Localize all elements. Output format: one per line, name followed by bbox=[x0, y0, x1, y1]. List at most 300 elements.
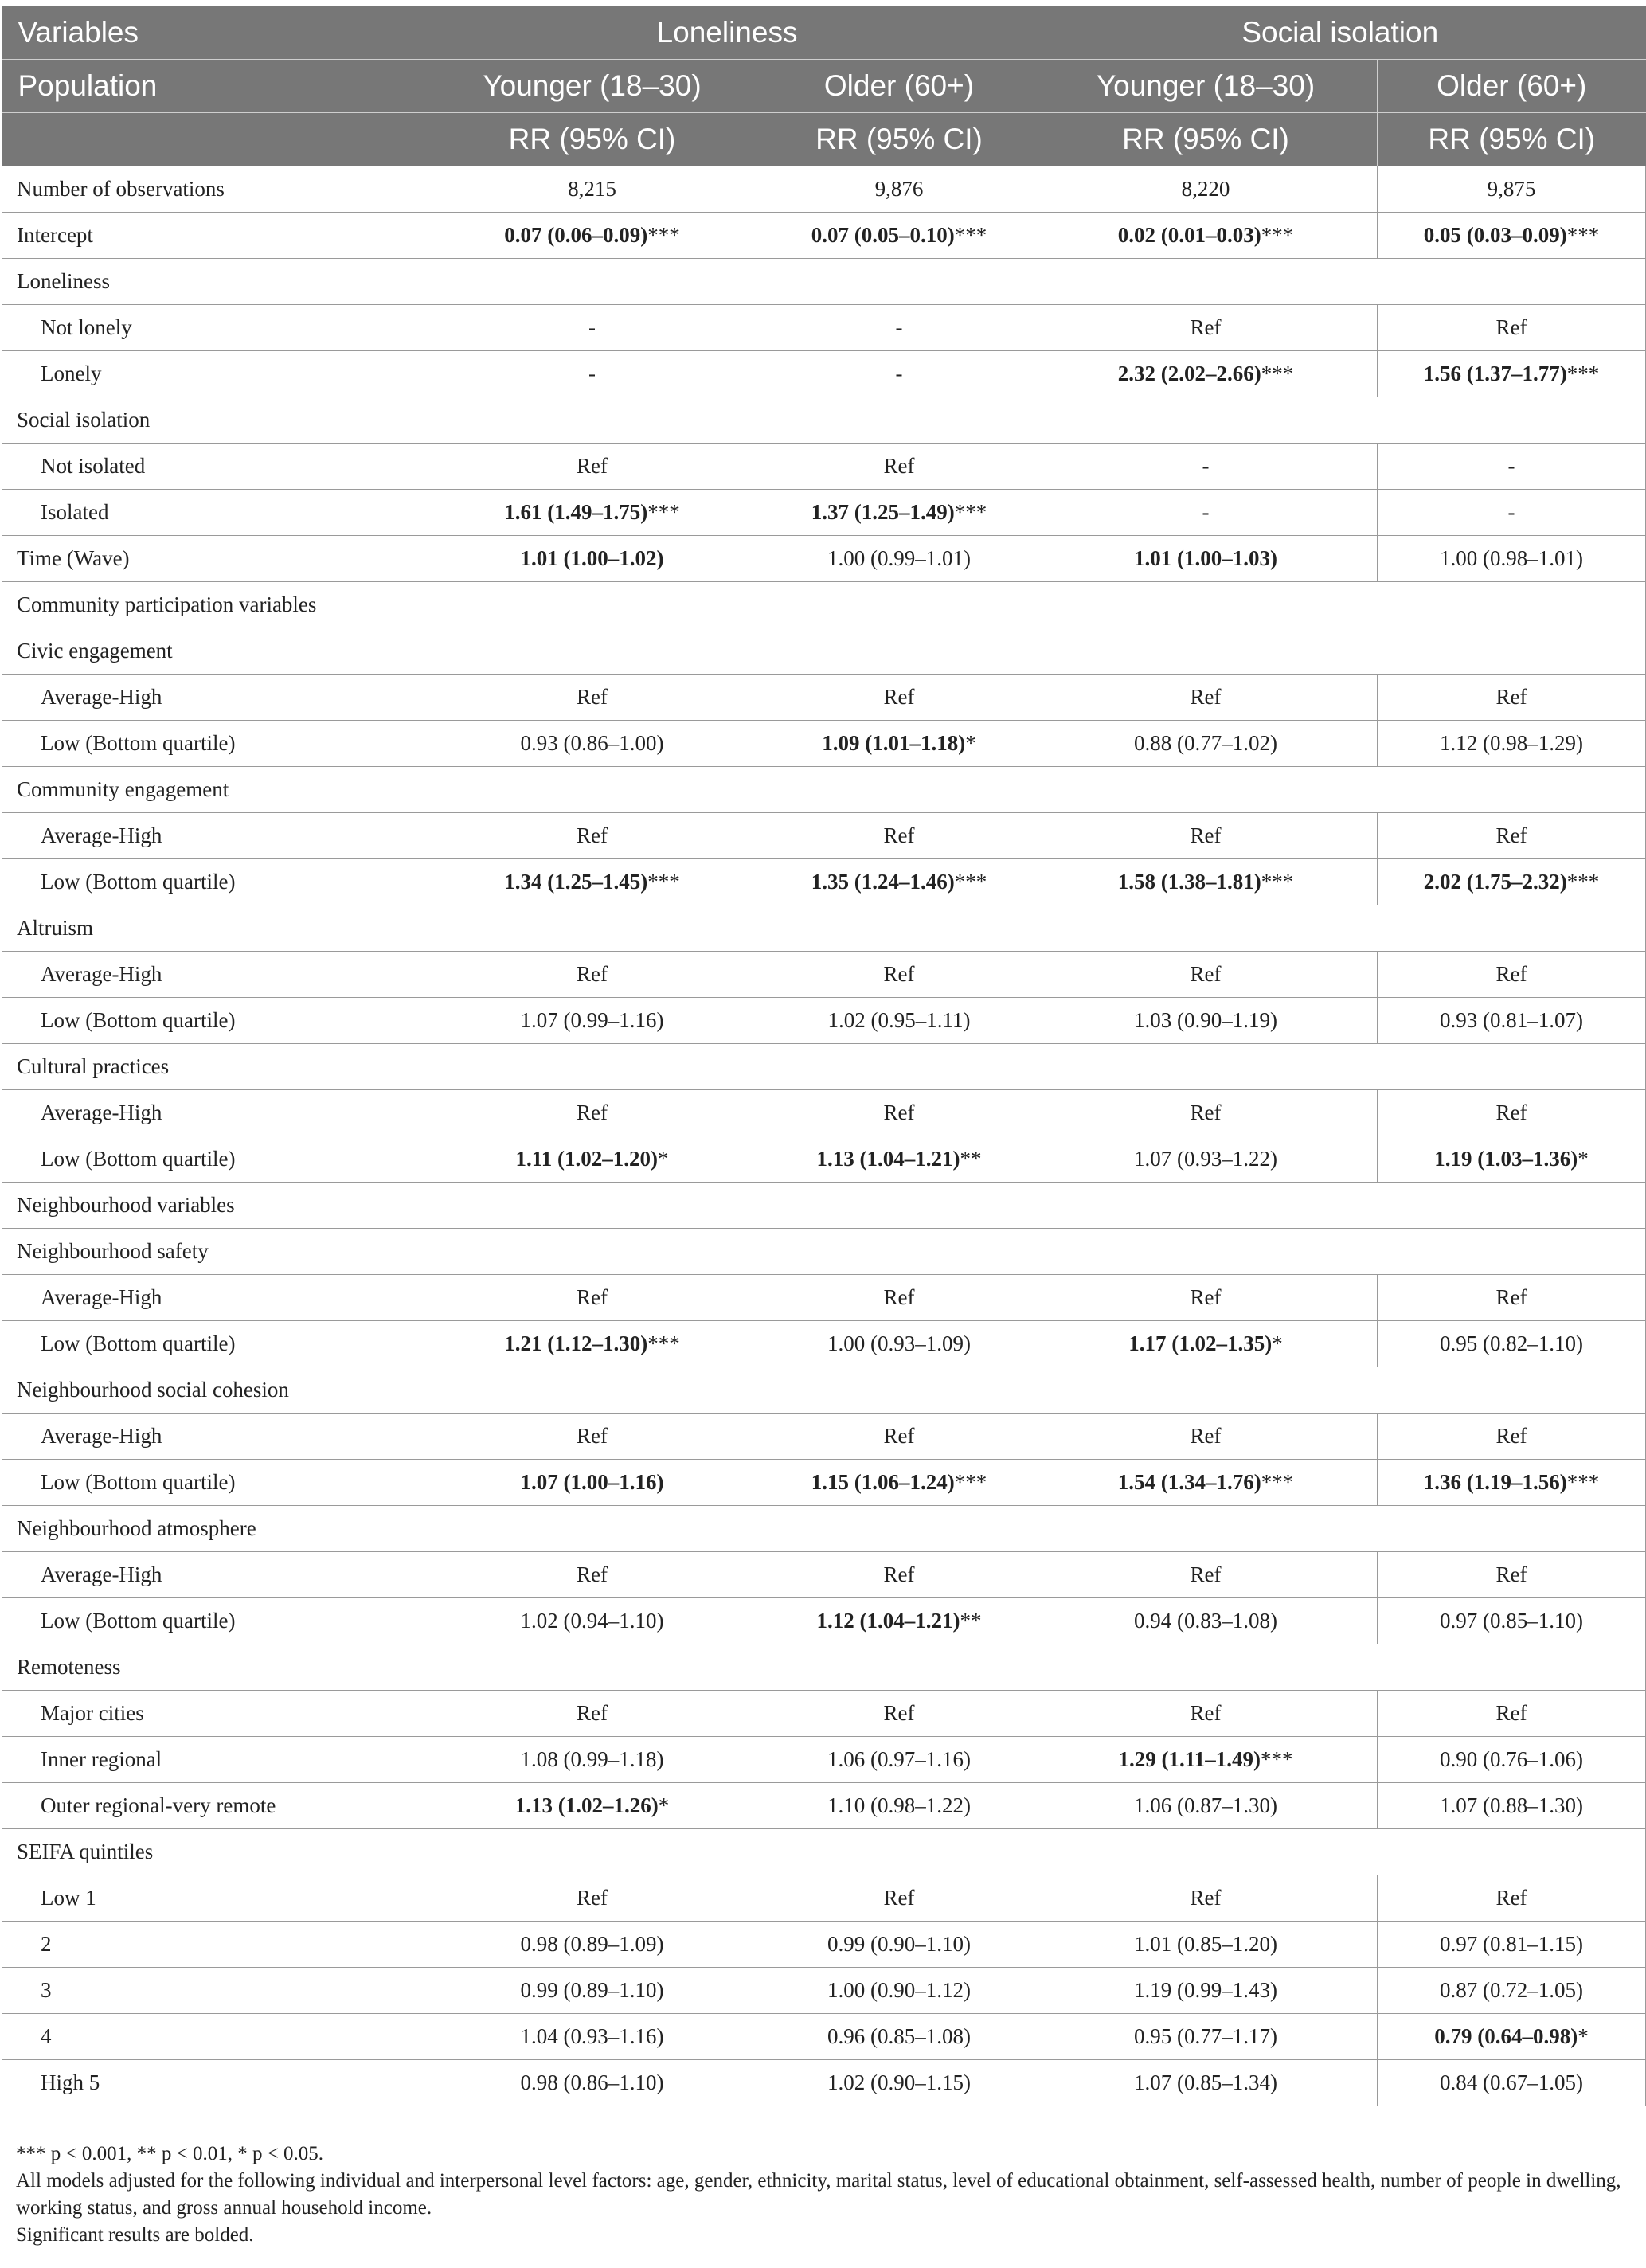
table-cell bbox=[420, 2014, 764, 2060]
table-cell bbox=[1034, 305, 1378, 351]
table-cell bbox=[420, 213, 764, 259]
table-cell bbox=[1034, 1414, 1378, 1460]
cell-value: Ref bbox=[883, 1886, 915, 1910]
cell-value: - bbox=[588, 315, 596, 339]
row-label: Low (Bottom quartile) bbox=[2, 998, 420, 1044]
cell-value: Ref bbox=[883, 1101, 915, 1124]
significance-stars: *** bbox=[1261, 362, 1294, 385]
cell-value: Ref bbox=[577, 823, 608, 847]
cell-value: Ref bbox=[577, 1562, 608, 1586]
section-row bbox=[2, 1229, 1646, 1275]
table-row bbox=[2, 1968, 1646, 2014]
header-row-measure bbox=[2, 113, 1646, 166]
section-row bbox=[2, 1506, 1646, 1552]
cell-value: 0.99 (0.89–1.10) bbox=[520, 1978, 664, 2002]
cell-value: Ref bbox=[1190, 685, 1222, 709]
table-cell bbox=[1378, 213, 1646, 259]
table-cell bbox=[764, 166, 1034, 213]
table-cell bbox=[1378, 536, 1646, 582]
cell-value: Ref bbox=[1190, 1101, 1222, 1124]
cell-value: 0.98 (0.89–1.09) bbox=[520, 1932, 664, 1956]
row-label: Low (Bottom quartile) bbox=[2, 1460, 420, 1506]
header-measure-col-3: RR (95% CI) bbox=[1034, 113, 1378, 166]
table-row bbox=[2, 213, 1646, 259]
table-cell bbox=[1034, 1737, 1378, 1783]
cell-value: Ref bbox=[883, 823, 915, 847]
cell-value: Ref bbox=[883, 1285, 915, 1309]
significance-stars: *** bbox=[954, 223, 987, 247]
table-cell bbox=[1034, 1552, 1378, 1598]
cell-value: Ref bbox=[1190, 1701, 1222, 1725]
row-label: Outer regional-very remote bbox=[2, 1783, 420, 1829]
cell-value: 0.84 (0.67–1.05) bbox=[1440, 2071, 1583, 2094]
cell-value: Ref bbox=[1495, 823, 1527, 847]
significance-stars: * bbox=[965, 731, 976, 755]
section-row bbox=[2, 397, 1646, 444]
table-row bbox=[2, 1090, 1646, 1136]
table-cell bbox=[1034, 213, 1378, 259]
table-row bbox=[2, 1783, 1646, 1829]
table-cell bbox=[1034, 952, 1378, 998]
cell-value: 1.02 (0.94–1.10) bbox=[520, 1609, 664, 1633]
header-variables: Variables bbox=[2, 6, 420, 60]
table-cell bbox=[1378, 490, 1646, 536]
table-cell bbox=[1378, 1275, 1646, 1321]
table-cell bbox=[1378, 166, 1646, 213]
cell-value: 1.17 (1.02–1.35) bbox=[1128, 1331, 1273, 1355]
table-cell bbox=[1378, 305, 1646, 351]
table-cell bbox=[1034, 859, 1378, 905]
table-cell bbox=[420, 166, 764, 213]
table-cell bbox=[1378, 1783, 1646, 1829]
cell-value: 1.01 (1.00–1.03) bbox=[1134, 546, 1277, 570]
cell-value: Ref bbox=[883, 1562, 915, 1586]
cell-value: Ref bbox=[577, 1424, 608, 1448]
section-label: SEIFA quintiles bbox=[2, 1829, 1646, 1875]
table-cell bbox=[420, 1922, 764, 1968]
cell-value: 1.15 (1.06–1.24) bbox=[811, 1470, 955, 1494]
section-row bbox=[2, 1183, 1646, 1229]
table-cell bbox=[764, 1875, 1034, 1922]
cell-value: 1.03 (0.90–1.19) bbox=[1134, 1008, 1277, 1032]
cell-value: 1.07 (0.88–1.30) bbox=[1440, 1793, 1583, 1817]
table-cell bbox=[1378, 675, 1646, 721]
table-cell bbox=[764, 1968, 1034, 2014]
significance-stars: ** bbox=[960, 1147, 982, 1171]
table-cell bbox=[420, 444, 764, 490]
table-row bbox=[2, 859, 1646, 905]
section-row bbox=[2, 1367, 1646, 1414]
significance-stars: *** bbox=[1261, 1747, 1293, 1771]
cell-value: Ref bbox=[883, 1701, 915, 1725]
cell-value: 0.90 (0.76–1.06) bbox=[1440, 1747, 1583, 1771]
table-cell bbox=[1378, 2014, 1646, 2060]
table-cell bbox=[420, 1783, 764, 1829]
cell-value: 1.19 (0.99–1.43) bbox=[1134, 1978, 1277, 2002]
cell-value: 1.12 (0.98–1.29) bbox=[1440, 731, 1583, 755]
table-cell bbox=[764, 444, 1034, 490]
section-label: Loneliness bbox=[2, 259, 1646, 305]
table-cell bbox=[1034, 813, 1378, 859]
cell-value: 8,215 bbox=[568, 177, 616, 201]
cell-value: 0.07 (0.05–0.10) bbox=[811, 223, 955, 247]
row-label: Average-High bbox=[2, 1275, 420, 1321]
table-cell bbox=[420, 1275, 764, 1321]
note-adjustment: All models adjusted for the following individual and interpersonal level factors: age, gender, ethnicity, marital status, level of educational obtainment, self-assessed health, number of people in dwelling, working status, and gross annual household income. bbox=[16, 2170, 1621, 2219]
row-label: 3 bbox=[2, 1968, 420, 2014]
table-cell bbox=[1378, 1691, 1646, 1737]
table-cell bbox=[764, 998, 1034, 1044]
table-cell bbox=[420, 1598, 764, 1644]
significance-stars: *** bbox=[647, 870, 680, 894]
cell-value: 0.97 (0.85–1.10) bbox=[1440, 1609, 1583, 1633]
cell-value: 0.97 (0.81–1.15) bbox=[1440, 1932, 1583, 1956]
table-cell bbox=[420, 1875, 764, 1922]
cell-value: Ref bbox=[1190, 1886, 1222, 1910]
table-cell bbox=[1034, 2014, 1378, 2060]
cell-value: 0.98 (0.86–1.10) bbox=[520, 2071, 664, 2094]
cell-value: Ref bbox=[1495, 1101, 1527, 1124]
header-measure-col-2: RR (95% CI) bbox=[764, 113, 1034, 166]
table-cell bbox=[1034, 1090, 1378, 1136]
table-cell bbox=[764, 305, 1034, 351]
row-label: Average-High bbox=[2, 813, 420, 859]
table-cell bbox=[764, 1691, 1034, 1737]
table-cell bbox=[420, 813, 764, 859]
table-cell bbox=[1378, 721, 1646, 767]
table-row bbox=[2, 952, 1646, 998]
cell-value: Ref bbox=[1495, 1285, 1527, 1309]
table-cell bbox=[764, 2060, 1034, 2106]
cell-value: 1.34 (1.25–1.45) bbox=[504, 870, 648, 894]
table-row bbox=[2, 2014, 1646, 2060]
table-cell bbox=[420, 1460, 764, 1506]
cell-value: Ref bbox=[1495, 1562, 1527, 1586]
row-label: Number of observations bbox=[2, 166, 420, 213]
table-cell bbox=[1034, 1598, 1378, 1644]
cell-value: Ref bbox=[1495, 962, 1527, 986]
table-cell bbox=[764, 1460, 1034, 1506]
table-row bbox=[2, 536, 1646, 582]
table-cell bbox=[1034, 1783, 1378, 1829]
cell-value: 1.10 (0.98–1.22) bbox=[827, 1793, 971, 1817]
cell-value: 1.01 (0.85–1.20) bbox=[1134, 1932, 1277, 1956]
row-label: Low (Bottom quartile) bbox=[2, 1598, 420, 1644]
table-cell bbox=[1378, 1737, 1646, 1783]
cell-value: - bbox=[1202, 454, 1210, 478]
cell-value: 1.07 (0.99–1.16) bbox=[520, 1008, 664, 1032]
table-cell bbox=[1378, 2060, 1646, 2106]
section-label: Community engagement bbox=[2, 767, 1646, 813]
table-body bbox=[2, 166, 1646, 2106]
table-cell bbox=[420, 536, 764, 582]
table-cell bbox=[764, 721, 1034, 767]
significance-stars: *** bbox=[954, 500, 987, 524]
table-row bbox=[2, 721, 1646, 767]
table-cell bbox=[1034, 1922, 1378, 1968]
significance-stars: * bbox=[1578, 2024, 1589, 2048]
cell-value: Ref bbox=[577, 454, 608, 478]
table-row bbox=[2, 1414, 1646, 1460]
section-label: Altruism bbox=[2, 905, 1646, 952]
table-cell bbox=[1378, 444, 1646, 490]
table-row bbox=[2, 490, 1646, 536]
cell-value: 1.61 (1.49–1.75) bbox=[504, 500, 648, 524]
table-cell bbox=[420, 1968, 764, 2014]
table-row bbox=[2, 2060, 1646, 2106]
table-cell bbox=[1034, 998, 1378, 1044]
significance-stars: *** bbox=[954, 1470, 987, 1494]
table-cell bbox=[420, 1737, 764, 1783]
table-cell bbox=[764, 1922, 1034, 1968]
table-row bbox=[2, 444, 1646, 490]
table-row bbox=[2, 813, 1646, 859]
cell-value: - bbox=[588, 362, 596, 385]
section-row bbox=[2, 628, 1646, 675]
cell-value: 2.02 (1.75–2.32) bbox=[1423, 870, 1567, 894]
table-cell bbox=[1034, 351, 1378, 397]
table-cell bbox=[1034, 1875, 1378, 1922]
cell-value: 1.29 (1.11–1.49) bbox=[1118, 1747, 1261, 1771]
table-cell bbox=[1034, 1321, 1378, 1367]
table-cell bbox=[1378, 813, 1646, 859]
table-cell bbox=[764, 1275, 1034, 1321]
table-cell bbox=[764, 490, 1034, 536]
row-label: Low (Bottom quartile) bbox=[2, 1321, 420, 1367]
table-row bbox=[2, 166, 1646, 213]
table-cell bbox=[1378, 351, 1646, 397]
cell-value: 0.99 (0.90–1.10) bbox=[827, 1932, 971, 1956]
section-label: Remoteness bbox=[2, 1644, 1646, 1691]
cell-value: 1.09 (1.01–1.18) bbox=[822, 731, 966, 755]
row-label: Intercept bbox=[2, 213, 420, 259]
significance-stars: *** bbox=[1261, 870, 1294, 894]
cell-value: Ref bbox=[577, 1886, 608, 1910]
header-blank bbox=[2, 113, 420, 166]
header-measure-col-1: RR (95% CI) bbox=[420, 113, 764, 166]
row-label: 2 bbox=[2, 1922, 420, 1968]
cell-value: 1.35 (1.24–1.46) bbox=[811, 870, 955, 894]
cell-value: - bbox=[1507, 454, 1515, 478]
cell-value: 1.56 (1.37–1.77) bbox=[1423, 362, 1567, 385]
table-cell bbox=[420, 305, 764, 351]
table-row bbox=[2, 1136, 1646, 1183]
cell-value: Ref bbox=[1190, 962, 1222, 986]
table-cell bbox=[764, 351, 1034, 397]
section-label: Community participation variables bbox=[2, 582, 1646, 628]
cell-value: Ref bbox=[883, 454, 915, 478]
cell-value: Ref bbox=[1495, 1886, 1527, 1910]
significance-stars: *** bbox=[1566, 870, 1600, 894]
cell-value: Ref bbox=[1190, 1424, 1222, 1448]
table-cell bbox=[420, 490, 764, 536]
cell-value: 1.08 (0.99–1.18) bbox=[520, 1747, 664, 1771]
table-cell bbox=[764, 1737, 1034, 1783]
significance-stars: *** bbox=[1566, 1470, 1600, 1494]
table-cell bbox=[764, 1414, 1034, 1460]
section-label: Social isolation bbox=[2, 397, 1646, 444]
header-population-col-1: Younger (18–30) bbox=[420, 60, 764, 113]
cell-value: 1.07 (0.85–1.34) bbox=[1134, 2071, 1277, 2094]
table-row bbox=[2, 1875, 1646, 1922]
table-cell bbox=[1378, 1414, 1646, 1460]
table-cell bbox=[1378, 1875, 1646, 1922]
table-cell bbox=[420, 675, 764, 721]
significance-stars: *** bbox=[954, 870, 987, 894]
row-label: 4 bbox=[2, 2014, 420, 2060]
header-population-col-2: Older (60+) bbox=[764, 60, 1034, 113]
cell-value: - bbox=[895, 362, 903, 385]
cell-value: Ref bbox=[883, 962, 915, 986]
header-measure-col-4: RR (95% CI) bbox=[1378, 113, 1646, 166]
table-cell bbox=[1034, 1275, 1378, 1321]
cell-value: 0.93 (0.81–1.07) bbox=[1440, 1008, 1583, 1032]
table-cell bbox=[1378, 1552, 1646, 1598]
table-cell bbox=[420, 1321, 764, 1367]
row-label: Low (Bottom quartile) bbox=[2, 721, 420, 767]
cell-value: 1.11 (1.02–1.20) bbox=[515, 1147, 658, 1171]
table-header bbox=[2, 6, 1646, 166]
significance-stars: *** bbox=[647, 223, 680, 247]
cell-value: 1.02 (0.95–1.11) bbox=[827, 1008, 971, 1032]
row-label: Lonely bbox=[2, 351, 420, 397]
table-cell bbox=[420, 2060, 764, 2106]
cell-value: 8,220 bbox=[1181, 177, 1230, 201]
cell-value: 1.07 (1.00–1.16) bbox=[520, 1470, 664, 1494]
cell-value: 1.37 (1.25–1.49) bbox=[811, 500, 955, 524]
header-population-col-3: Younger (18–30) bbox=[1034, 60, 1378, 113]
table-cell bbox=[1034, 166, 1378, 213]
cell-value: - bbox=[895, 315, 903, 339]
cell-value: 1.00 (0.93–1.09) bbox=[827, 1331, 971, 1355]
table-cell bbox=[1034, 2060, 1378, 2106]
cell-value: - bbox=[1507, 500, 1515, 524]
cell-value: 0.93 (0.86–1.00) bbox=[520, 731, 664, 755]
cell-value: 1.21 (1.12–1.30) bbox=[504, 1331, 648, 1355]
cell-value: Ref bbox=[883, 685, 915, 709]
section-label: Neighbourhood social cohesion bbox=[2, 1367, 1646, 1414]
cell-value: Ref bbox=[577, 1101, 608, 1124]
table-notes bbox=[16, 2141, 1632, 2249]
table-row bbox=[2, 1922, 1646, 1968]
section-row bbox=[2, 259, 1646, 305]
cell-value: Ref bbox=[577, 1285, 608, 1309]
cell-value: Ref bbox=[1495, 1701, 1527, 1725]
section-row bbox=[2, 582, 1646, 628]
section-label: Civic engagement bbox=[2, 628, 1646, 675]
header-population-col-4: Older (60+) bbox=[1378, 60, 1646, 113]
cell-value: 1.02 (0.90–1.15) bbox=[827, 2071, 971, 2094]
row-label: Average-High bbox=[2, 952, 420, 998]
significance-stars: *** bbox=[1566, 223, 1600, 247]
cell-value: 9,876 bbox=[874, 177, 924, 201]
section-label: Neighbourhood safety bbox=[2, 1229, 1646, 1275]
cell-value: Ref bbox=[577, 685, 608, 709]
cell-value: 1.12 (1.04–1.21) bbox=[816, 1609, 960, 1633]
table-cell bbox=[1378, 952, 1646, 998]
cell-value: - bbox=[1202, 500, 1210, 524]
table-cell bbox=[420, 351, 764, 397]
table-cell bbox=[1378, 1968, 1646, 2014]
cell-value: Ref bbox=[1190, 1562, 1222, 1586]
table-cell bbox=[1378, 859, 1646, 905]
cell-value: 9,875 bbox=[1487, 177, 1536, 201]
table-cell bbox=[764, 1598, 1034, 1644]
cell-value: 0.95 (0.77–1.17) bbox=[1134, 2024, 1277, 2048]
cell-value: 1.01 (1.00–1.02) bbox=[520, 546, 664, 570]
table-cell bbox=[420, 952, 764, 998]
row-label: Major cities bbox=[2, 1691, 420, 1737]
row-label: Low 1 bbox=[2, 1875, 420, 1922]
cell-value: 1.19 (1.03–1.36) bbox=[1434, 1147, 1578, 1171]
significance-stars: *** bbox=[1261, 223, 1294, 247]
significance-stars: ** bbox=[960, 1609, 982, 1633]
cell-value: 1.13 (1.04–1.21) bbox=[816, 1147, 960, 1171]
cell-value: 2.32 (2.02–2.66) bbox=[1117, 362, 1261, 385]
table-cell bbox=[1034, 444, 1378, 490]
cell-value: Ref bbox=[1190, 823, 1222, 847]
cell-value: 0.05 (0.03–0.09) bbox=[1423, 223, 1567, 247]
header-row-outcomes bbox=[2, 6, 1646, 60]
header-row-population bbox=[2, 60, 1646, 113]
cell-value: 0.94 (0.83–1.08) bbox=[1134, 1609, 1277, 1633]
row-label: Low (Bottom quartile) bbox=[2, 859, 420, 905]
row-label: High 5 bbox=[2, 2060, 420, 2106]
table-cell bbox=[420, 1136, 764, 1183]
significance-stars: *** bbox=[1566, 362, 1600, 385]
significance-stars: *** bbox=[1261, 1470, 1294, 1494]
note-significance: *** p < 0.001, ** p < 0.01, * p < 0.05. bbox=[16, 2143, 324, 2164]
cell-value: 0.95 (0.82–1.10) bbox=[1440, 1331, 1583, 1355]
table-cell bbox=[420, 998, 764, 1044]
section-label: Neighbourhood atmosphere bbox=[2, 1506, 1646, 1552]
table-cell bbox=[420, 859, 764, 905]
row-label: Low (Bottom quartile) bbox=[2, 1136, 420, 1183]
cell-value: 1.00 (0.90–1.12) bbox=[827, 1978, 971, 2002]
table-cell bbox=[764, 2014, 1034, 2060]
note-bolded: Significant results are bolded. bbox=[16, 2224, 254, 2246]
table-cell bbox=[1034, 675, 1378, 721]
header-population: Population bbox=[2, 60, 420, 113]
cell-value: Ref bbox=[1495, 1424, 1527, 1448]
table-cell bbox=[764, 536, 1034, 582]
significance-stars: *** bbox=[647, 500, 680, 524]
cell-value: 0.79 (0.64–0.98) bbox=[1434, 2024, 1578, 2048]
table-cell bbox=[1034, 1136, 1378, 1183]
table-cell bbox=[764, 675, 1034, 721]
table-cell bbox=[764, 1783, 1034, 1829]
section-label: Neighbourhood variables bbox=[2, 1183, 1646, 1229]
table-cell bbox=[1378, 1460, 1646, 1506]
row-label: Average-High bbox=[2, 1552, 420, 1598]
cell-value: Ref bbox=[1495, 685, 1527, 709]
cell-value: 1.07 (0.93–1.22) bbox=[1134, 1147, 1277, 1171]
significance-stars: * bbox=[658, 1793, 670, 1817]
table-cell bbox=[1034, 490, 1378, 536]
table-cell bbox=[764, 213, 1034, 259]
cell-value: Ref bbox=[1190, 1285, 1222, 1309]
table-cell bbox=[764, 1136, 1034, 1183]
table-row bbox=[2, 1691, 1646, 1737]
cell-value: 0.02 (0.01–0.03) bbox=[1117, 223, 1261, 247]
table-cell bbox=[1378, 1598, 1646, 1644]
section-label: Cultural practices bbox=[2, 1044, 1646, 1090]
table-cell bbox=[764, 952, 1034, 998]
table-row bbox=[2, 351, 1646, 397]
table-cell bbox=[764, 1321, 1034, 1367]
table-cell bbox=[1034, 1968, 1378, 2014]
table-cell bbox=[1034, 1460, 1378, 1506]
